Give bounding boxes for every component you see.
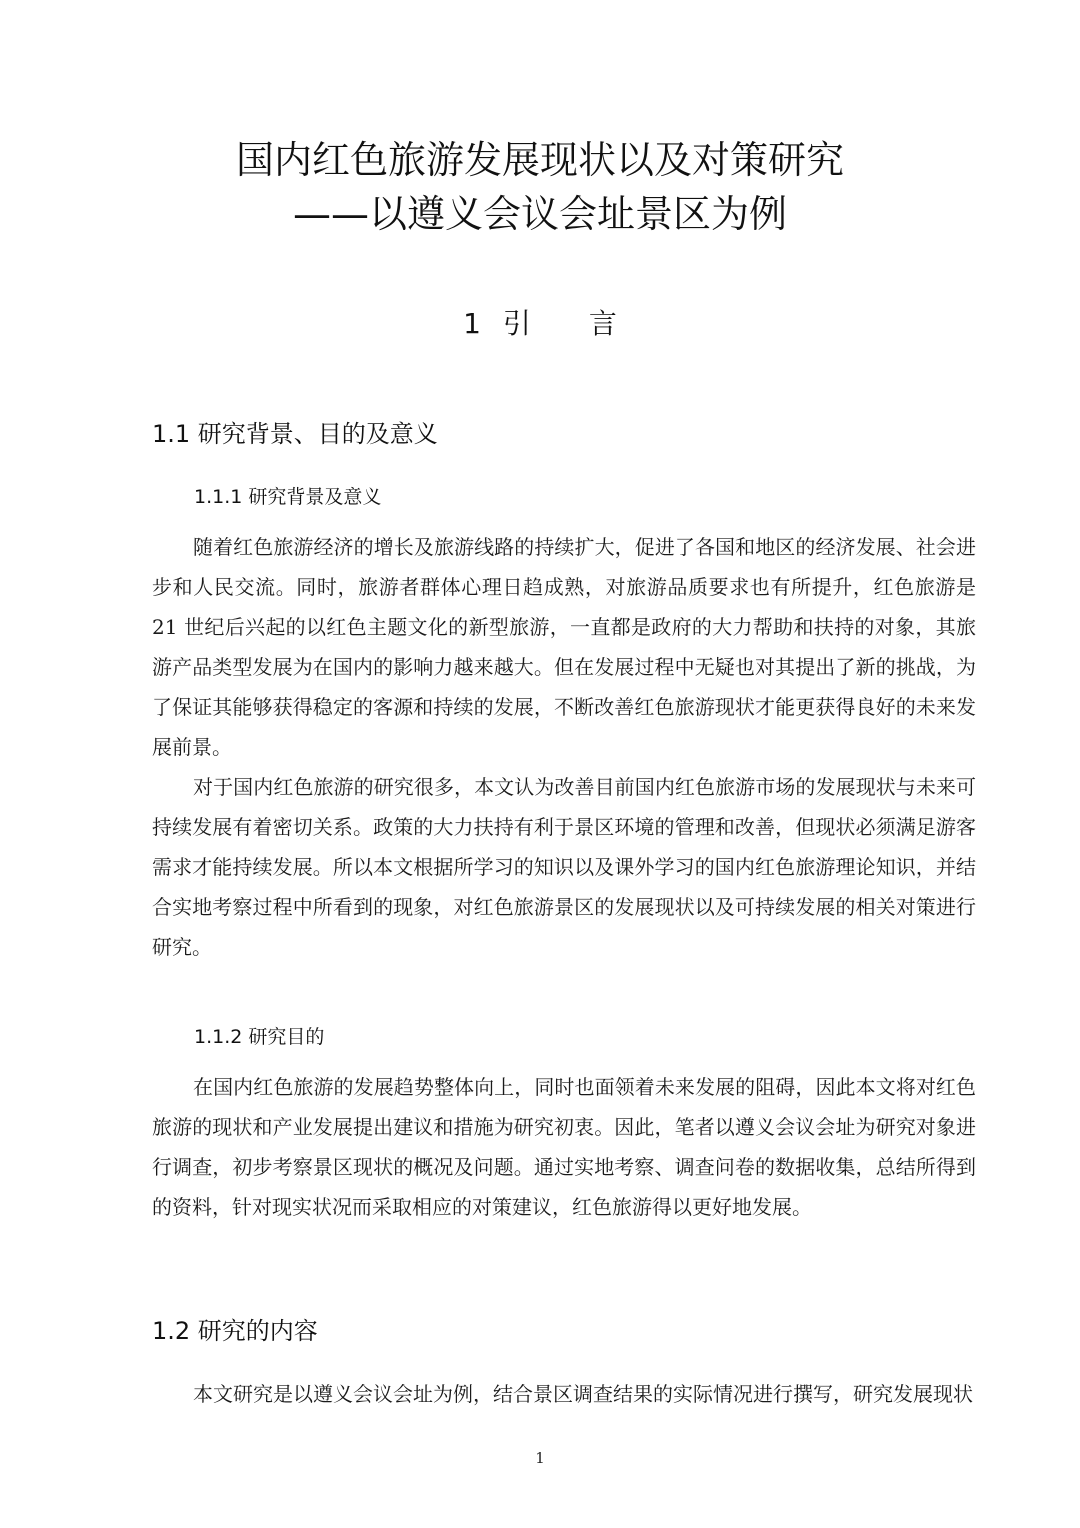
- paragraph-1-1-2: 在国内红色旅游的发展趋势整体向上，同时也面领着未来发展的阻碍，因此本文将对红色旅游的现状和产业发展提出建议和措施为研究初衷。因此，笔者以遵义会议会址为研究对象进行调查，初步考察景区现状的概况及问题。通过实地考察、调查问卷的数据收集，总结所得到的资料，针对现实状况而采取相应的对策建议，红色旅游得以更好地发展。: [152, 1075, 976, 1219]
- chapter-title-char-2: 言: [588, 307, 617, 340]
- subsection-heading-1-1-2: 1.1.2 研究目的: [194, 1026, 325, 1048]
- chapter-number: 1: [463, 307, 481, 340]
- document-title: 国内红色旅游发展现状以及对策研究: [235, 138, 844, 182]
- subsection-heading-1-1-1: 1.1.1 研究背景及意义: [194, 486, 382, 508]
- chapter-title-char-1: 引: [502, 307, 531, 340]
- page-number: 1: [535, 1449, 545, 1467]
- paragraph-1-1-1-a: 随着红色旅游经济的增长及旅游线路的持续扩大，促进了各国和地区的经济发展、社会进步和人民交流。同时，旅游者群体心理日趋成熟，对旅游品质要求也有所提升，红色旅游是 21 世纪后兴起的以红色主题文化的新型旅游，一直都是政府的大力帮助和扶持的对象，其旅游产品类型发展为在国内的影响力越来越大。但在发展过程中无疑也对其提出了新的挑战，为了保证其能够获得稳定的客源和持续的发展，不断改善红色旅游现状才能更获得良好的未来发展前景。: [152, 535, 976, 759]
- section-heading-1-1: 1.1 研究背景、目的及意义: [152, 420, 438, 448]
- chapter-heading: [0, 304, 1080, 344]
- paragraph-1-1-1-b: 对于国内红色旅游的研究很多，本文认为改善目前国内红色旅游市场的发展现状与未来可持续发展有着密切关系。政策的大力扶持有利于景区环境的管理和改善，但现状必须满足游客需求才能持续发展。所以本文根据所学习的知识以及课外学习的国内红色旅游理论知识，并结合实地考察过程中所看到的现象，对红色旅游景区的发展现状以及可持续发展的相关对策进行研究。: [152, 775, 976, 959]
- document-subtitle: ——以遵义会议会址景区为例: [292, 192, 787, 236]
- paragraph-1-2: 本文研究是以遵义会议会址为例，结合景区调查结果的实际情况进行撰写，研究发展现状: [193, 1382, 973, 1406]
- section-heading-1-2: 1.2 研究的内容: [152, 1317, 318, 1345]
